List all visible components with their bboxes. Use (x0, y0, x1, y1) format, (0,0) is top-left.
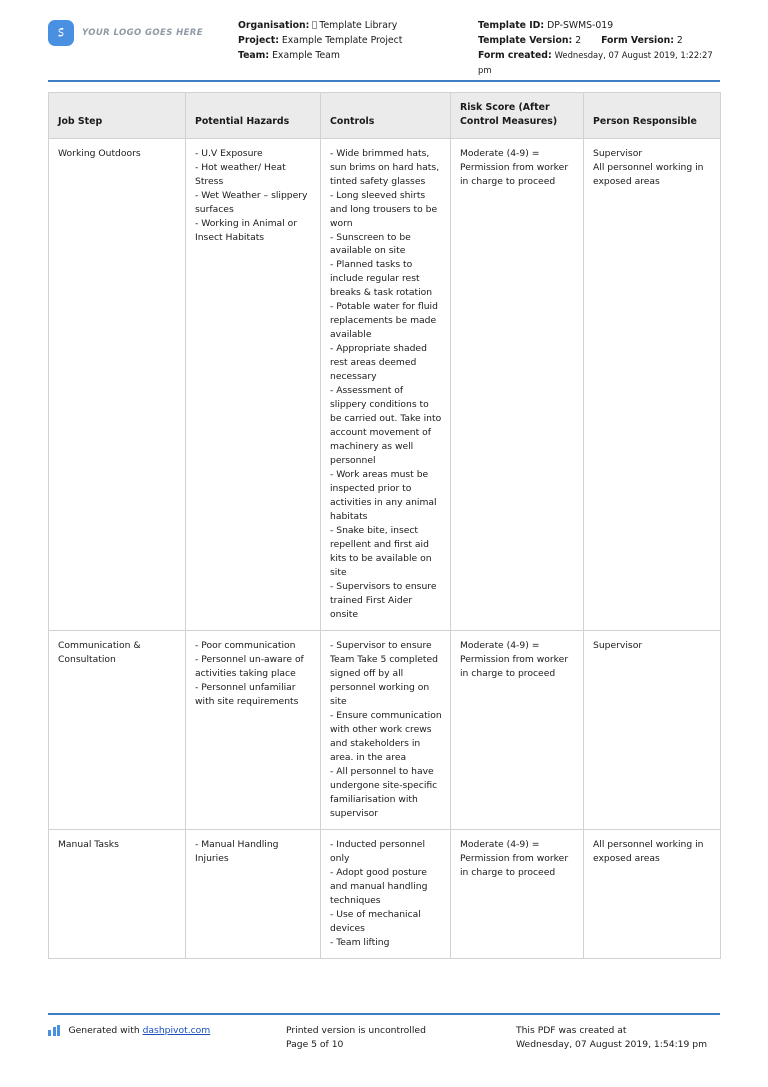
table-header-row (49, 93, 721, 139)
template-id-label: Template ID: (478, 20, 545, 31)
logo-block (48, 16, 238, 46)
form-created-line (478, 48, 720, 78)
form-version-label: Form Version: (601, 35, 674, 47)
team-line (238, 48, 478, 63)
logo-text: YOUR LOGO GOES HERE (82, 28, 203, 38)
footer-generated-with (48, 1024, 286, 1053)
column-header-potential-hazards: Potential Hazards (186, 93, 321, 139)
cell-controls: - Inducted personnel only - Adopt good posture and manual handling techniques - Use of mechanical devices - Team lifting (321, 829, 451, 958)
generated-with-text (69, 1024, 211, 1038)
cell-job-step: Communication & Consultation (49, 631, 186, 830)
header-meta-right (478, 16, 720, 78)
column-header-controls: Controls (321, 93, 451, 139)
template-version-label: Template Version: (478, 35, 573, 47)
form-created-label: Form created: (478, 50, 552, 62)
cell-controls: - Supervisor to ensure Team Take 5 completed signed off by all personnel working on site - Ensure communication with other work crews and stakeholders in area. in the area - All personnel to have undergone site-specific familiarisation with supervisor (321, 631, 451, 830)
template-version-value: 2 (575, 35, 582, 47)
cell-controls: - Wide brimmed hats, sun brims on hard hats, tinted safety glasses - Long sleeved shirts and long trousers to be worn - Sunscreen to be available on site - Planned tasks to include regular rest breaks & task rotation - Potable water for fluid replacements be made available - Appropriate shaded rest areas deemed necessary - Assessment of slippery conditions to be carried out. Take into account movement of machinery as well personnel - Work areas must be inspected prior to activities in any animal habitats - Snake bite, insect repellent and first aid kits to be available on site - Supervisors to ensure trained First Aider onsite (321, 138, 451, 630)
version-line (478, 33, 720, 48)
footer-pdf-created (516, 1024, 720, 1053)
cell-job-step: Manual Tasks (49, 829, 186, 958)
template-id-line (478, 18, 720, 33)
cell-potential-hazards: - U.V Exposure - Hot weather/ Heat Stress - Wet Weather – slippery surfaces - Working in Animal or Insect Habitats (186, 138, 321, 630)
organisation-label: Organisation: (238, 20, 310, 31)
table-row (49, 138, 721, 630)
team-label: Team: (238, 50, 270, 62)
page-number: Page 5 of 10 (286, 1039, 344, 1051)
form-created-value: Wednesday, 07 August 2019, 1:22:27 pm (478, 50, 713, 76)
project-value: Example Template Project (281, 35, 403, 47)
table-row (49, 631, 721, 830)
column-header-job-step: Job Step (49, 93, 186, 139)
pdf-created-value: Wednesday, 07 August 2019, 1:54:19 pm (516, 1039, 708, 1051)
table-body (49, 138, 721, 958)
cell-job-step: Working Outdoors (49, 138, 186, 630)
template-id-value: DP-SWMS-019 (547, 20, 614, 31)
cell-risk-score: Moderate (4-9) = Permission from worker in charge to proceed (451, 631, 584, 830)
form-version-value: 2 (676, 35, 683, 47)
footer-print-notice (286, 1024, 516, 1053)
cell-person-responsible: All personnel working in exposed areas (584, 829, 721, 958)
document-footer (48, 1024, 720, 1053)
cell-person-responsible: Supervisor (584, 631, 721, 830)
header-meta-left (238, 16, 478, 63)
column-header-risk-score: Risk Score (After Control Measures) (451, 93, 584, 139)
table-row (49, 829, 721, 958)
column-header-person-responsible: Person Responsible (584, 93, 721, 139)
document-header (0, 0, 768, 76)
cell-person-responsible: Supervisor All personnel working in exposed areas (584, 138, 721, 630)
footer-divider-rule (48, 1013, 720, 1015)
cell-potential-hazards: - Poor communication - Personnel un-aware of activities taking place - Personnel unfamiliar with site requirements (186, 631, 321, 830)
company-logo-icon (48, 20, 74, 46)
cell-risk-score: Moderate (4-9) = Permission from worker in charge to proceed (451, 138, 584, 630)
generated-with-prefix: Generated with (68, 1025, 140, 1036)
swms-table (48, 92, 721, 959)
header-divider-rule (48, 80, 720, 82)
printed-version-notice: Printed version is uncontrolled (286, 1025, 426, 1036)
project-line (238, 33, 478, 48)
organisation-value: Template Library (319, 20, 398, 31)
organisation-line (238, 18, 478, 33)
bar-chart-icon (48, 1025, 62, 1036)
cell-potential-hazards: - Manual Handling Injuries (186, 829, 321, 958)
team-value: Example Team (272, 50, 340, 62)
pdf-created-label: This PDF was created at (516, 1025, 627, 1036)
project-label: Project: (238, 35, 279, 47)
missing-glyph-icon (312, 21, 317, 29)
dashpivot-link[interactable]: dashpivot.com (142, 1025, 211, 1036)
cell-risk-score: Moderate (4-9) = Permission from worker in charge to proceed (451, 829, 584, 958)
swms-table-wrapper (48, 92, 720, 959)
table-header (49, 93, 721, 139)
